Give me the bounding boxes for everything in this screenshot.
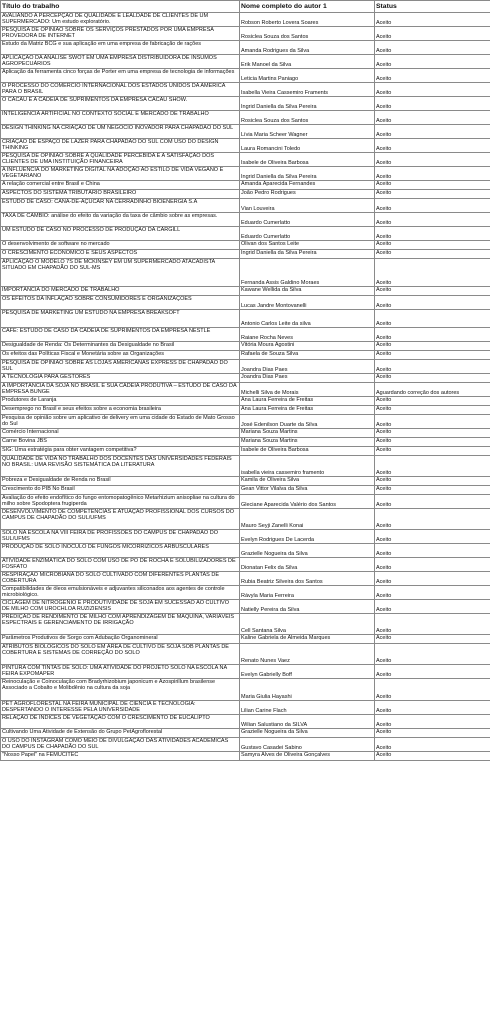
- table-row: [1, 600, 490, 614]
- author-cell: Natielly Pereira da Silva: [240, 600, 375, 614]
- table-row: [1, 296, 490, 310]
- status-cell: Aceito: [375, 250, 490, 259]
- table-row: [1, 665, 490, 679]
- table-row: [1, 701, 490, 715]
- status-cell: Aceito: [375, 572, 490, 586]
- table-row: [1, 181, 490, 190]
- col-header-status: Status: [375, 1, 490, 13]
- table-row: [1, 83, 490, 97]
- author-cell: Kawane Wellida da Silva: [240, 287, 375, 296]
- title-cell: O USO DO INSTAGRAM COMO MEIO DE DIVULGAÇÃO DAS ATIVIDADES ACADÊMICAS DO CAMPUS DE CHAPADÃO DO SUL: [1, 738, 240, 752]
- title-cell: PRODUÇÃO DE SOLO INOCULO DE FUNGOS MICORRÍZICOS ARBUSCULARES: [1, 544, 240, 558]
- title-cell: Comércio Internacional: [1, 429, 240, 438]
- table-row: [1, 139, 490, 153]
- status-cell: Aceito: [375, 287, 490, 296]
- author-cell: Grazielle Nogueira da Silva: [240, 729, 375, 738]
- title-cell: AVALIANDO A PERCEPÇÃO DE QUALIDADE E LEALDADE DE CLIENTES DE UM SUPERMERCADO: Um estudo exploratório.: [1, 13, 240, 27]
- author-cell: Grazielle Nogueira da Silva: [240, 544, 375, 558]
- status-cell: Aceito: [375, 374, 490, 383]
- title-cell: A TECNOLOGIA PARA GESTORES: [1, 374, 240, 383]
- title-cell: Aplicação da ferramenta cinco forças de Porter em uma empresa de tecnologia de informações: [1, 69, 240, 83]
- author-cell: Ingrid Daniella da Silva Pereira: [240, 97, 375, 111]
- status-cell: Aceito: [375, 495, 490, 509]
- table-row: [1, 438, 490, 447]
- author-cell: João Pedro Rodrigues: [240, 190, 375, 199]
- status-cell: Aceito: [375, 69, 490, 83]
- author-cell: Mauro Seyji Zanelli Konai: [240, 509, 375, 530]
- title-cell: Parâmetros Produtivos de Sorgo com Adubação Organomineral: [1, 635, 240, 644]
- table-row: [1, 530, 490, 544]
- author-cell: Cell Santana Silva: [240, 614, 375, 635]
- status-cell: Aceito: [375, 614, 490, 635]
- title-cell: Os efeitos das Políticas Fiscal e Monetária sobre as Organizações: [1, 351, 240, 360]
- title-cell: O CACAU E A CADEIA DE SUPRIMENTOS DA EMPRESA CACAU SHOW.: [1, 97, 240, 111]
- author-cell: Mariana Souza Martins: [240, 438, 375, 447]
- table-row: [1, 259, 490, 287]
- status-cell: Aceito: [375, 544, 490, 558]
- title-cell: APLICAÇÃO O MODELO 7S DE MCKINSEY EM UM SUPERMERCADO ATACADISTA SITUADO EM CHAPADÃO DO SUL-MS: [1, 259, 240, 287]
- author-cell: Wilian Salustiano da SILVA: [240, 715, 375, 729]
- table-row: [1, 406, 490, 415]
- table-row: [1, 644, 490, 665]
- author-cell: Vian Louveira: [240, 199, 375, 213]
- title-cell: SOLO NA ESCOLA NA VIII FEIRA DE PROFISSÕES DO CAMPUS DE CHAPADÃO DO SUL/UFMS: [1, 530, 240, 544]
- status-cell: Aceito: [375, 181, 490, 190]
- author-cell: Fernanda Assis Galdino Moraes: [240, 259, 375, 287]
- status-cell: Aceito: [375, 360, 490, 374]
- title-cell: O PROCESSO DO COMÉRCIO INTERNACIONAL DOS ESTADOS UNIDOS DA AMÉRICA PARA O BRASIL: [1, 83, 240, 97]
- status-cell: Aceito: [375, 600, 490, 614]
- status-cell: Aceito: [375, 752, 490, 761]
- status-cell: Aceito: [375, 644, 490, 665]
- title-cell: A IMPORTÂNCIA DA SOJA NO BRASIL E SUA CADEIA PRODUTIVA – ESTUDO DE CASO DA EMPRESA BUNGE: [1, 383, 240, 397]
- table-row: [1, 415, 490, 429]
- table-row: [1, 250, 490, 259]
- title-cell: "Nosso Papel" na FEMUCITEC: [1, 752, 240, 761]
- author-cell: Evelyn Gabrielly Boff: [240, 665, 375, 679]
- table-row: [1, 342, 490, 351]
- author-cell: Renato Nunes Vaez: [240, 644, 375, 665]
- table-row: [1, 199, 490, 213]
- title-cell: PESQUISA DE OPINIÃO SOBRE A QUALIDADE PERCEBIDA E A SATISFAÇÃO DOS CLIENTES DE UMA INSTITUIÇÃO FINANCEIRA: [1, 153, 240, 167]
- title-cell: Carne Bovina JBS: [1, 438, 240, 447]
- author-cell: Lucas Jandre Montovanelli: [240, 296, 375, 310]
- status-cell: Aceito: [375, 241, 490, 250]
- table-row: [1, 544, 490, 558]
- table-header: [1, 1, 490, 13]
- author-cell: Isabele de Oliveira Barbosa: [240, 447, 375, 456]
- author-cell: Antonio Carlos Leite da silva: [240, 310, 375, 328]
- status-cell: Aguardando correção dos autores: [375, 383, 490, 397]
- status-cell: Aceito: [375, 415, 490, 429]
- author-cell: Rosiclea Souza dos Santos: [240, 111, 375, 125]
- title-cell: Pesquisa de opinião sobre um aplicativo de delivery em uma cidade do Estado de Mato Grosso do Sul: [1, 415, 240, 429]
- table-row: [1, 729, 490, 738]
- table-row: [1, 125, 490, 139]
- table-row: [1, 572, 490, 586]
- author-cell: Rubia Beatriz Silveira dos Santos: [240, 572, 375, 586]
- table-row: [1, 447, 490, 456]
- table-row: [1, 287, 490, 296]
- title-cell: DESENVOLVIMENTO DE COMPETÊNCIAS E ATUAÇÃO PROFISSIONAL DOS CURSOS DO CAMPUS DE CHAPADÃO DO SUL/UFMS: [1, 509, 240, 530]
- title-cell: ASPECTOS DO SISTEMA TRIBUTÁRIO BRASILEIRO: [1, 190, 240, 199]
- table-row: [1, 360, 490, 374]
- author-cell: Isabella Vieira Cassemiro Framents: [240, 83, 375, 97]
- status-cell: Aceito: [375, 729, 490, 738]
- status-cell: Aceito: [375, 125, 490, 139]
- table-row: [1, 586, 490, 600]
- status-cell: Aceito: [375, 701, 490, 715]
- status-cell: Aceito: [375, 509, 490, 530]
- title-cell: A relação comercial entre Brasil e China: [1, 181, 240, 190]
- status-cell: Aceito: [375, 738, 490, 752]
- title-cell: Avaliação do efeito endofítico do fungo entomopatogênico Metarhizium anisopliae na cultura do milho sobre Spodoptera frugiperda: [1, 495, 240, 509]
- status-cell: Aceito: [375, 139, 490, 153]
- author-cell: Evelyn Rodrigues De Lacerda: [240, 530, 375, 544]
- table-row: [1, 328, 490, 342]
- table-row: [1, 153, 490, 167]
- title-cell: O desenvolvimento de software no mercado: [1, 241, 240, 250]
- status-cell: Aceito: [375, 41, 490, 55]
- title-cell: PESQUISA DE OPINIÃO SOBRE AS LOJAS AMERICANAS EXPRESS DE CHAPADÃO DO SUL: [1, 360, 240, 374]
- table-row: [1, 213, 490, 227]
- title-cell: DESIGN THINKING NA CRIAÇÃO DE UM NEGÓCIO INOVADOR PARA CHAPADÃO DO SUL: [1, 125, 240, 139]
- status-cell: Aceito: [375, 83, 490, 97]
- title-cell: PESQUISA DE OPINIÃO SOBRE OS SERVIÇOS PRESTADOS POR UMA EMPRESA PROVEDORA DE INTERNET: [1, 27, 240, 41]
- author-cell: Olivan dos Santos Leite: [240, 241, 375, 250]
- author-cell: Robson Roberto Lovera Soares: [240, 13, 375, 27]
- author-cell: Mariana Souza Martins: [240, 429, 375, 438]
- status-cell: Aceito: [375, 190, 490, 199]
- status-cell: Aceito: [375, 665, 490, 679]
- status-cell: Aceito: [375, 397, 490, 406]
- status-cell: Aceito: [375, 310, 490, 328]
- status-cell: Aceito: [375, 213, 490, 227]
- author-cell: Ana Laura Ferreira de Freitas: [240, 406, 375, 415]
- author-cell: Rosiclea Souza dos Santos: [240, 27, 375, 41]
- status-cell: Aceito: [375, 153, 490, 167]
- status-cell: Aceito: [375, 227, 490, 241]
- author-cell: Leticia Martins Paniago: [240, 69, 375, 83]
- title-cell: RELAÇÃO DE ÍNDICES DE VEGETAÇÃO COM O CRESCIMENTO DE EUCALIPTO: [1, 715, 240, 729]
- status-cell: Aceito: [375, 679, 490, 701]
- title-cell: Estudo da Matriz BCG e sua aplicação em uma empresa de fabricação de rações: [1, 41, 240, 55]
- status-cell: Aceito: [375, 55, 490, 69]
- status-cell: Aceito: [375, 296, 490, 310]
- table-row: [1, 477, 490, 486]
- author-cell: Gleciane Aparecida Valério dos Santos: [240, 495, 375, 509]
- status-cell: Aceito: [375, 406, 490, 415]
- title-cell: PINTURA COM TINTAS DE SOLO: UMA ATIVIDADE DO PROJETO SOLO NA ESCOLA NA FEIRA EXPOMAPER: [1, 665, 240, 679]
- title-cell: Desigualdade de Renda: Os Determinantes da Desigualdade no Brasil: [1, 342, 240, 351]
- author-cell: Gean Vittor Vilalva da Silva: [240, 486, 375, 495]
- table-row: [1, 111, 490, 125]
- title-cell: IMPORTÂNCIA DO MERCADO DE TRABALHO: [1, 287, 240, 296]
- col-header-title: Título do trabalho: [1, 1, 240, 13]
- status-cell: Aceito: [375, 13, 490, 27]
- table-row: [1, 558, 490, 572]
- author-cell: Maria Giulia Hayashi: [240, 679, 375, 701]
- status-cell: Aceito: [375, 199, 490, 213]
- title-cell: ATIVIDADE ENZIMÁTICA DO SOLO COM USO DE PÓ DE ROCHA E SOLUBILIZADORES DE FOSFATO: [1, 558, 240, 572]
- status-cell: Aceito: [375, 635, 490, 644]
- title-cell: Compatibilidades de óleos emulsionáveis e adjuvantes siliconados aos agentes de controle microbiológico.: [1, 586, 240, 600]
- status-cell: Aceito: [375, 167, 490, 181]
- table-row: [1, 41, 490, 55]
- title-cell: UM ESTUDO DE CASO NO PROCESSO DE PRODUÇÃO DA CARGILL: [1, 227, 240, 241]
- title-cell: ESTUDO DE CASO: CANA-DE-AÇÚCAR NA CERRADINHO BIOENERGIA S.A: [1, 199, 240, 213]
- table-row: [1, 397, 490, 406]
- title-cell: O CRESCIMENTO ECONÔMICO E SEUS ASPECTOS: [1, 250, 240, 259]
- table-row: [1, 509, 490, 530]
- status-cell: Aceito: [375, 328, 490, 342]
- author-cell: Lívia Maria Scheer Wagner: [240, 125, 375, 139]
- table-row: [1, 715, 490, 729]
- table-row: [1, 190, 490, 199]
- title-cell: QUALIDADE DE VIDA NO TRABALHO DOS DOCENTES DAS UNIVERSIDADES FEDERAIS NO BRASIL: UMA REVISÃO SISTEMÁTICA DA LITERATURA: [1, 456, 240, 477]
- author-cell: Amanda Aparecida Fernandes: [240, 181, 375, 190]
- table-row: [1, 227, 490, 241]
- status-cell: Aceito: [375, 715, 490, 729]
- table-row: [1, 383, 490, 397]
- table-row: [1, 241, 490, 250]
- table-row: [1, 13, 490, 27]
- table-row: [1, 429, 490, 438]
- table-row: [1, 167, 490, 181]
- title-cell: Reinoculação e Coinoculação com Bradyrhizobium japonicum e Azospirillum brasilense Associado a Cobalto e Molibdênio na cultura da soja: [1, 679, 240, 701]
- status-cell: Aceito: [375, 438, 490, 447]
- title-cell: INTELIGÊNCIA ARTIFICIAL NO CONTEXTO SOCIAL E MERCADO DE TRABALHO: [1, 111, 240, 125]
- table-row: [1, 752, 490, 761]
- author-cell: Vitória Moura Agostini: [240, 342, 375, 351]
- author-cell: Rávyla Maria Ferreira: [240, 586, 375, 600]
- title-cell: PESQUISA DE MARKETING UM ESTUDO NA EMPRESA BREAKSOFT: [1, 310, 240, 328]
- author-cell: Lilian Carine Flach: [240, 701, 375, 715]
- title-cell: ATRIBUTOS BIOLÓGICOS DO SOLO EM ÁREA DE CULTIVO DE SOJA SOB PLANTAS DE COBERTURA E SISTEMAS DE CORREÇÃO DO SOLO: [1, 644, 240, 665]
- author-cell: Rafaela de Souza Silva: [240, 351, 375, 360]
- status-cell: Aceito: [375, 259, 490, 287]
- title-cell: Desemprego no Brasil e seus efeitos sobre a economia brasileira: [1, 406, 240, 415]
- status-cell: Aceito: [375, 486, 490, 495]
- title-cell: TAXA DE CÂMBIO: análise do efeito da variação da taxa de câmbio sobre as empresas.: [1, 213, 240, 227]
- title-cell: PET AGROFLORESTAL NA FEIRA MUNICIPAL DE CIÊNCIA E TECNOLOGIA: DESPERTANDO O INTERESSE PELA UNIVERSIDADE: [1, 701, 240, 715]
- author-cell: Amanda Rodrigues da Silva: [240, 41, 375, 55]
- title-cell: SIG: Uma estratégia para obter vantagem competitiva?: [1, 447, 240, 456]
- author-cell: Eduardo Cumerlatto: [240, 213, 375, 227]
- col-header-author: Nome completo do autor 1: [240, 1, 375, 13]
- title-cell: Produtores de Laranja: [1, 397, 240, 406]
- table-body: [1, 13, 490, 761]
- table-row: [1, 310, 490, 328]
- title-cell: Crescimento do PIB No Brasil: [1, 486, 240, 495]
- author-cell: Joandra Dias Paes: [240, 374, 375, 383]
- author-cell: Eduardo Cumerlatto: [240, 227, 375, 241]
- title-cell: CAFÉ: ESTUDO DE CASO DA CADEIA DE SUPRIMENTOS DA EMPRESA NESTLÉ: [1, 328, 240, 342]
- status-cell: Aceito: [375, 456, 490, 477]
- status-cell: Aceito: [375, 27, 490, 41]
- table-row: [1, 679, 490, 701]
- author-cell: Michelli Silva de Morais: [240, 383, 375, 397]
- author-cell: Samyra Alves de Oliveira Gonçalves: [240, 752, 375, 761]
- title-cell: Pobreza e Desigualdade de Renda no Brasil: [1, 477, 240, 486]
- status-cell: Aceito: [375, 586, 490, 600]
- author-cell: Gustavo Casadei Sabino: [240, 738, 375, 752]
- title-cell: APLICAÇÃO DA ANÁLISE SWOT EM UMA EMPRESA DISTRIBUIDORA DE INSUMOS AGROPECUÁRIOS: [1, 55, 240, 69]
- status-cell: Aceito: [375, 342, 490, 351]
- status-cell: Aceito: [375, 477, 490, 486]
- author-cell: Dionatan Felix da Silva: [240, 558, 375, 572]
- author-cell: Ingrid Daniella da Silva Pereira: [240, 167, 375, 181]
- table-row: [1, 374, 490, 383]
- author-cell: Ana Laura Ferreira de Freitas: [240, 397, 375, 406]
- status-cell: Aceito: [375, 351, 490, 360]
- table-row: [1, 55, 490, 69]
- table-row: [1, 27, 490, 41]
- title-cell: A INFLUÊNCIA DO MARKETING DIGITAL NA ADOÇÃO AO ESTILO DE VIDA VEGANO E VEGETARIANO: [1, 167, 240, 181]
- table-row: [1, 351, 490, 360]
- header-row: [1, 1, 490, 13]
- status-cell: Aceito: [375, 429, 490, 438]
- table-row: [1, 635, 490, 644]
- author-cell: Isabele de Oliveira Barbosa: [240, 153, 375, 167]
- status-cell: Aceito: [375, 97, 490, 111]
- author-cell: Kaline Gabriela de Almeida Marques: [240, 635, 375, 644]
- title-cell: RESPIRAÇÃO MICROBIANA DO SOLO CULTIVADO COM DIFERENTES PLANTAS DE COBERTURA: [1, 572, 240, 586]
- table-row: [1, 614, 490, 635]
- status-cell: Aceito: [375, 530, 490, 544]
- author-cell: Kamila de Oliveira Silva: [240, 477, 375, 486]
- author-cell: Raiane Rocha Neves: [240, 328, 375, 342]
- table-row: [1, 495, 490, 509]
- author-cell: Laura Romancini Toledo: [240, 139, 375, 153]
- author-cell: José Edenilson Duarte da Silva: [240, 415, 375, 429]
- status-cell: Aceito: [375, 111, 490, 125]
- table-row: [1, 456, 490, 477]
- table-row: [1, 97, 490, 111]
- title-cell: Cultivando Uma Atividade de Extensão do Grupo PetAgroflorestal: [1, 729, 240, 738]
- title-cell: OS EFEITOS DA INFLAÇÃO SOBRE CONSUMIDORES E ORGANIZAÇÕES: [1, 296, 240, 310]
- title-cell: CICLAGEM DE NITROGÊNIO E PRODUTIVIDADE DE SOJA EM SUCESSÃO AO CULTIVO DE MILHO COM UROCHLOA RUZIZIENSIS: [1, 600, 240, 614]
- author-cell: Joandra Dias Paes: [240, 360, 375, 374]
- table-row: [1, 738, 490, 752]
- table-row: [1, 486, 490, 495]
- author-cell: Erik Manoel da Silva: [240, 55, 375, 69]
- author-cell: isabella vieira cassemiro framento: [240, 456, 375, 477]
- table-row: [1, 69, 490, 83]
- status-cell: Aceito: [375, 558, 490, 572]
- title-cell: PREDIÇÃO DE RENDIMENTO DE MILHO COM APRENDIZAGEM DE MÁQUINA, VARIÁVEIS ESPECTRAIS E GERENCIAMENTO DE IRRIGAÇÃO: [1, 614, 240, 635]
- title-cell: CRIAÇÃO DE ESPAÇO DE LAZER PARA CHAPADÃO DO SUL COM USO DO DESIGN THINKING: [1, 139, 240, 153]
- author-cell: Ingrid Daniella da Silva Pereira: [240, 250, 375, 259]
- status-cell: Aceito: [375, 447, 490, 456]
